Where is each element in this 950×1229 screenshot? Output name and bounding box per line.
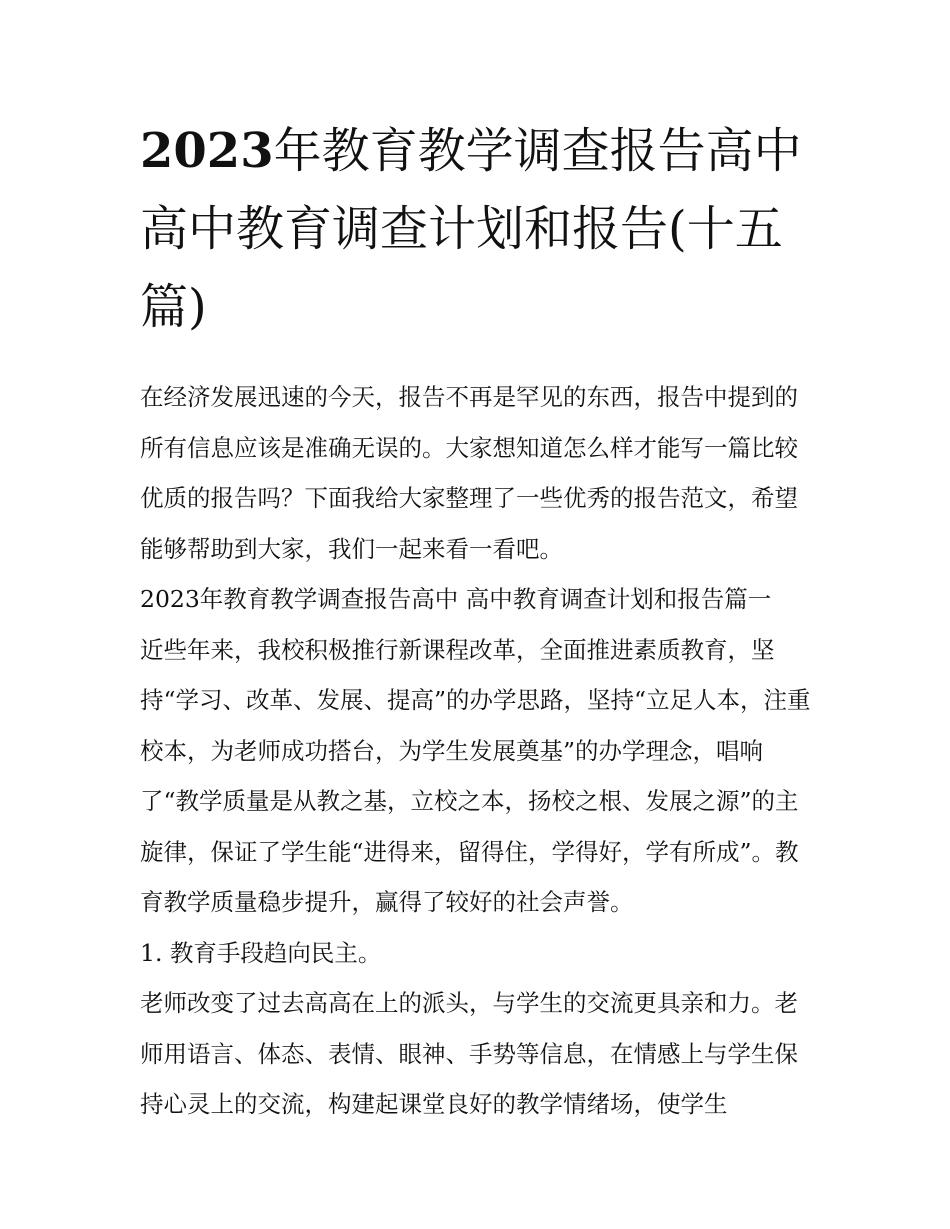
title-year: 2023	[140, 123, 274, 179]
document-title	[140, 112, 812, 346]
document-body	[140, 112, 812, 1130]
numbered-point: 1. 教育手段趋向民主。	[140, 938, 382, 967]
section-heading: 2023年教育教学调查报告高中 高中教育调查计划和报告篇一	[140, 585, 772, 613]
intro-paragraph: 在经济发展迅速的今天，报告不再是罕见的东西，报告中提到的所有信息应该是准确无误的。大家想知道怎么样才能写一篇比较优质的报告吗？下面我给大家整理了一些优秀的报告范文，希望能够帮助到大家，我们一起来看一看吧。	[140, 383, 798, 563]
title-text: 年教育教学调查报告高中高中教育调查计划和报告(十五篇)	[140, 123, 802, 335]
body-paragraph: 老师改变了过去高高在上的派头，与学生的交流更具亲和力。老师用语言、体态、表情、眼神、手势等信息，在情感上与学生保持心灵上的交流，构建起课堂良好的教学情绪场，使学生	[140, 989, 798, 1118]
body-paragraph: 近些年来，我校积极推行新课程改革，全面推进素质教育，坚持“学习、改革、发展、提高”的办学思路，坚持“立足人本，注重校本，为老师成功搭台，为学生发展奠基”的办学理念，唱响了“教学质量是从教之基，立校之本，扬校之根、发展之源”的主旋律，保证了学生能“进得来，留得住，学得好，学有所成”。教育教学质量稳步提升，赢得了较好的社会声誉。	[140, 635, 811, 916]
